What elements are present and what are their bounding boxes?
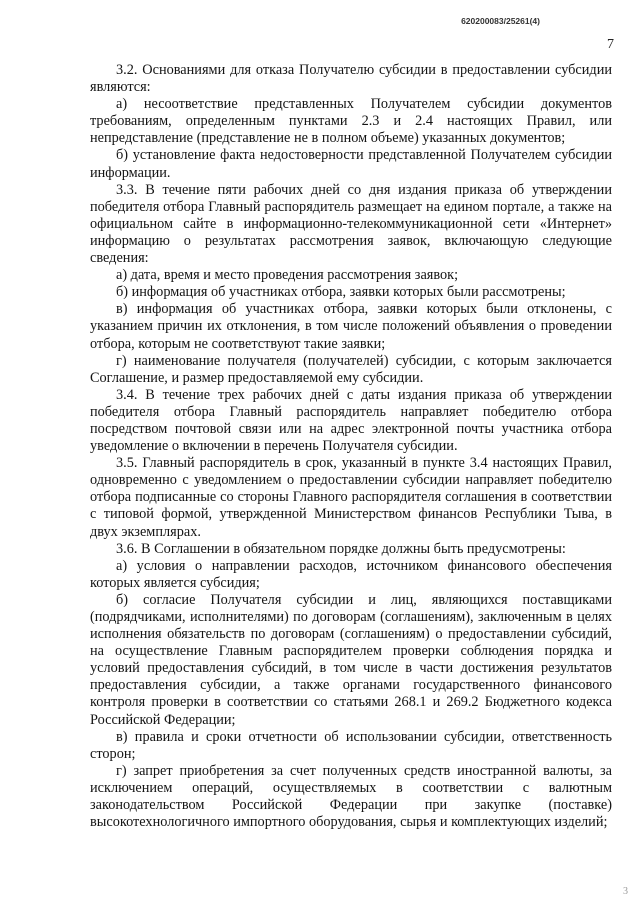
paragraph-3-6-b: б) согласие Получателя субсидии и лиц, являющихся поставщиками (подрядчиками, исполнителями) по договорам (соглашениям), заключенным в целях исполнения обязательств по договорам (соглашениям) о предоставлении субсидий, на осуществление Главным распорядителем проверки соблюдения порядка и условий предоставления субсидий, в том числе в части достижения результатов предоставления субсидии, а также органами государственного финансового контроля проверки в соответствии со статьями 268.1 и 269.2 Бюджетного кодекса Российской Федерации; [90, 591, 612, 728]
paragraph-3-2: 3.2. Основаниями для отказа Получателю субсидии в предоставлении субсидии являются: [90, 62, 612, 96]
paragraph-3-2-a: а) несоответствие представленных Получателем субсидии документов требованиям, определенным пунктами 2.3 и 2.4 настоящих Правил, или непредставление (представление не в полном объеме) указанных документов; [90, 96, 612, 147]
document-body [90, 62, 612, 831]
paragraph-3-6-a: а) условия о направлении расходов, источником финансового обеспечения которых является субсидия; [90, 557, 612, 591]
corner-mark: 3 [623, 886, 628, 897]
paragraph-3-3-d: г) наименование получателя (получателей) субсидии, с которым заключается Соглашение, и размер предоставляемой ему субсидии. [90, 352, 612, 386]
paragraph-3-6-d: г) запрет приобретения за счет полученных средств иностранной валюты, за исключением операций, осуществляемых в соответствии с валютным законодательством Российской Федерации при закупке (поставке) высокотехнологичного импортного оборудования, сырья и комплектующих изделий; [90, 762, 612, 831]
page-number: 7 [607, 37, 614, 52]
paragraph-3-6-c: в) правила и сроки отчетности об использовании субсидии, ответственность сторон; [90, 728, 612, 762]
paragraph-3-3-b: б) информация об участниках отбора, заявки которых были рассмотрены; [116, 284, 566, 301]
document-id: 620200083/25261(4) [461, 16, 540, 26]
paragraph-3-3: 3.3. В течение пяти рабочих дней со дня издания приказа об утверждении победителя отбора Главный распорядитель размещает на едином портале, а также на официальном сайте в информационно-телекоммуникационной сети «Интернет» информацию о результатах рассмотрения заявок, включающую следующие сведения: [90, 181, 612, 267]
paragraph-3-4: 3.4. В течение трех рабочих дней с даты издания приказа об утверждении победителя отбора Главный распорядитель направляет победителю отбора посредством почтовой связи или на адрес электронной почты участника отбора уведомление о включении в перечень Получателя субсидии. [90, 386, 612, 455]
paragraph-3-3-c: в) информация об участниках отбора, заявки которых были отклонены, с указанием причин их отклонения, в том числе положений объявления о проведении отбора, которым не соответствуют такие заявки; [90, 301, 612, 352]
paragraph-3-5: 3.5. Главный распорядитель в срок, указанный в пункте 3.4 настоящих Правил, одновременно с уведомлением о предоставлении субсидии направляет победителю отбора подписанные со стороны Главного распорядителя соглашения в соответствии с типовой формой, утвержденной Министерством финансов Республики Тыва, в двух экземплярах. [90, 455, 612, 540]
paragraph-3-3-a: а) дата, время и место проведения рассмотрения заявок; [116, 267, 459, 284]
paragraph-3-6: 3.6. В Соглашении в обязательном порядке должны быть предусмотрены: [116, 540, 566, 557]
paragraph-3-2-b: б) установление факта недостоверности представленной Получателем субсидии информации. [90, 147, 612, 181]
